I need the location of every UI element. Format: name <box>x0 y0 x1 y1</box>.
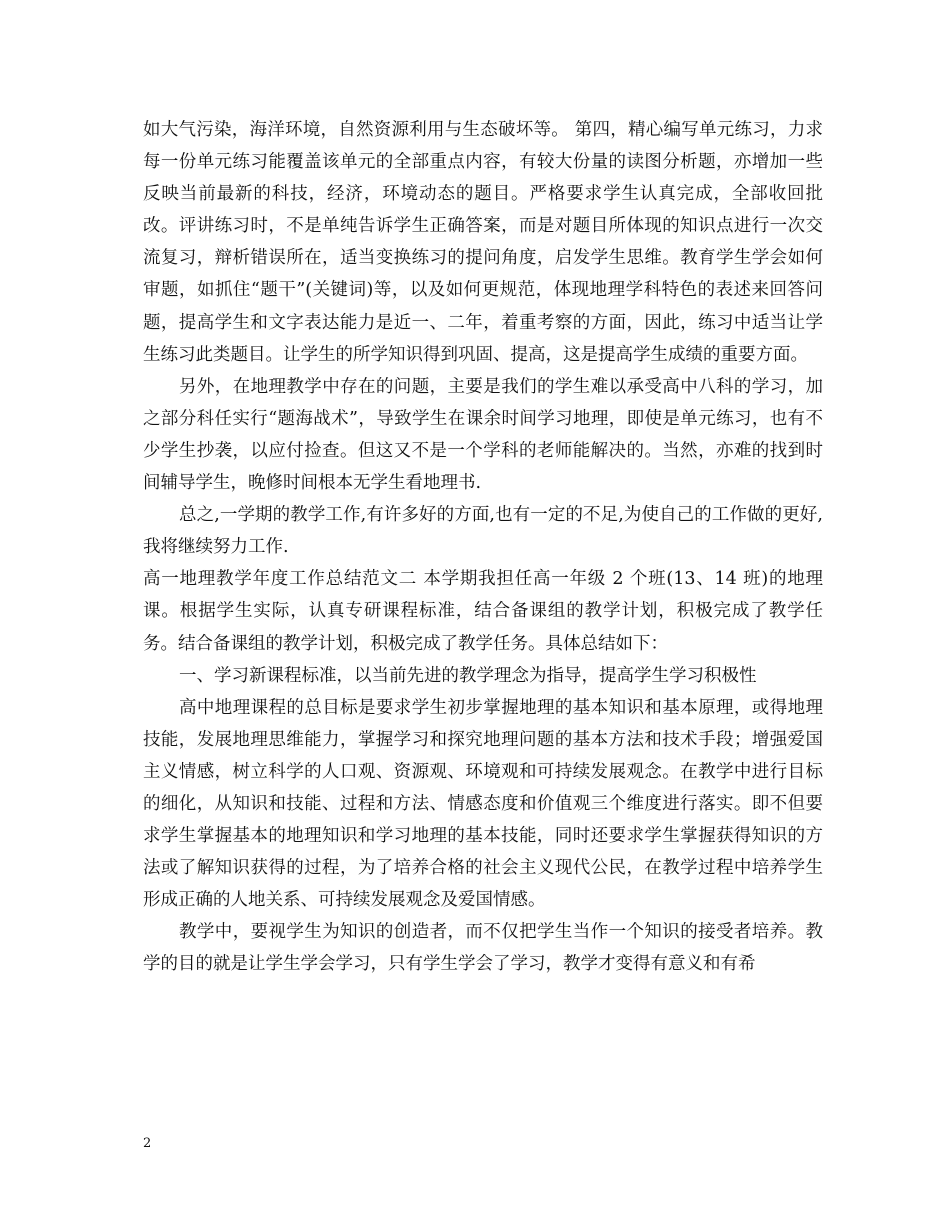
paragraph-1: 如大气污染，海洋环境，自然资源利用与生态破坏等。 第四，精心编写单元练习，力求每一份单元练习能覆盖该单元的全部重点内容，有较大份量的读图分析题，亦增加一些反映当前最新的科技，经济，环境动态的题目。严格要求学生认真完成，全部收回批改。评讲练习时，不是单纯告诉学生正确答案，而是对题目所体现的知识点进行一次交流复习，辩析错误所在，适当变换练习的提问角度，启发学生思维。教育学生学会如何审题，如抓住“题干”(关键词)等，以及如何更规范，体现地理学科特色的表述来回答问题，提高学生和文字表达能力是近一、二年，着重考察的方面，因此，练习中适当让学生练习此类题目。让学生的所学知识得到巩固、提高，这是提高学生成绩的重要方面。 <box>143 120 823 365</box>
paragraph-6: 高中地理课程的总目标是要求学生初步掌握地理的基本知识和基本原理，或得地理技能，发展地理思维能力，掌握学习和探究地理问题的基本方法和技术手段；增强爱国主义情感，树立科学的人口观、资源观、环境观和可持续发展观念。在教学中进行目标的细化，从知识和技能、过程和方法、情感态度和价值观三个维度进行落实。即不但要求学生掌握基本的地理知识和学习地理的基本技能，同时还要求学生掌握获得知识的方法或了解知识获得的过程，为了培养合格的社会主义现代公民，在教学过程中培养学生形成正确的人地关系、可持续发展观念及爱国情感。 <box>143 697 823 911</box>
paragraph-2: 另外，在地理教学中存在的问题，主要是我们的学生难以承受高中八科的学习，加之部分科任实行“题海战术”，导致学生在课余时间学习地理，即使是单元练习，也有不少学生抄袭，以应付捡查。但这又不是一个学科的老师能解决的。当然，亦难的找到时间辅导学生，晚修时间根本无学生看地理书. <box>143 376 823 494</box>
section-heading: 一、学习新课程标准，以当前先进的教学理念为指导，提高学生学习积极性 <box>179 665 757 686</box>
paragraph-4: 高一地理教学年度工作总结范文二 本学期我担任高一年级 2 个班(13、14 班)的地理课。根据学生实际，认真专研课程标准，结合备课组的教学计划，积极完成了教学任务。结合备课组的教学计划，积极完成了教学任务。具体总结如下： <box>143 569 823 654</box>
paragraph-7: 教学中，要视学生为知识的创造者，而不仅把学生当作一个知识的接受者培养。教学的目的就是让学生学会学习，只有学生学会了学习，教学才变得有意义和有希 <box>143 922 823 975</box>
document-body <box>143 114 823 981</box>
page-number: 2 <box>143 1136 152 1151</box>
paragraph-3: 总之,一学期的教学工作,有许多好的方面,也有一定的不足,为使自己的工作做的更好,我将继续努力工作. <box>143 505 823 558</box>
